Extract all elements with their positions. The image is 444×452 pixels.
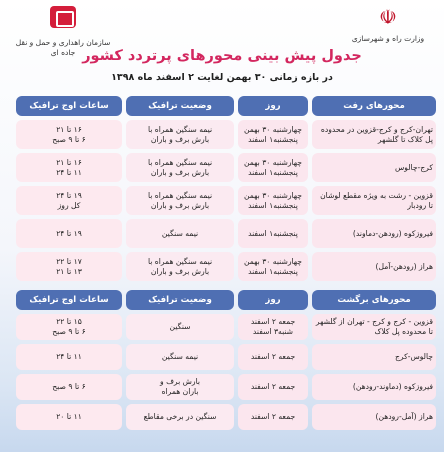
iran-emblem-icon: ☫ [379, 5, 397, 29]
column-header-day: روز [238, 290, 308, 310]
status-cell: نیمه سنگین همراه با بارش برف و باران [126, 153, 234, 182]
day-cell: جمعه ۲ اسفند [238, 374, 308, 400]
status-cell: نیمه سنگین همراه با بارش برف و باران [126, 252, 234, 281]
time-cell: ۱۵ تا ۲۲ ۶ تا ۹ صبح [16, 314, 122, 340]
table-row [8, 153, 436, 182]
ministry-name: وزارت راه و شهرسازی [351, 34, 425, 43]
route-cell: تهران-کرج و کرج-قزوین در محدوده پل کلاک تا گلشهر [312, 120, 436, 149]
day-cell: چهارشنبه ۳۰ بهمن پنجشنبه۱ اسفند [238, 252, 308, 281]
column-header-time: ساعات اوج ترافیک [16, 96, 122, 116]
page-subtitle: در بازه زمانی ۳۰ بهمن لغایت ۲ اسفند ماه ۱۳۹۸ [111, 72, 333, 83]
column-header-status: وضعیت ترافیک [126, 96, 234, 116]
route-cell: کرج-چالوس [312, 153, 436, 182]
column-header-route: محورهای رفت [312, 96, 436, 116]
day-cell: جمعه ۲ اسفند [238, 344, 308, 370]
status-cell: نیمه سنگین همراه با بارش برف و باران [126, 186, 234, 215]
route-cell: فیروزکوه (دماوند-رودهن) [312, 374, 436, 400]
status-cell: نیمه سنگین همراه با بارش برف و باران [126, 120, 234, 149]
page-title: جدول پیش بینی محورهای پرتردد کشور [82, 48, 362, 64]
column-header-time: ساعات اوج ترافیک [16, 290, 122, 310]
outbound-header-row [8, 96, 436, 116]
day-cell: چهارشنبه ۳۰ بهمن پنجشنبه۱ اسفند [238, 120, 308, 149]
day-cell: جمعه ۲ اسفند [238, 404, 308, 430]
route-cell: هراز (رودهن-آمل) [312, 252, 436, 281]
road-sign-icon [50, 6, 76, 28]
time-cell: ۱۹ تا ۲۴ کل روز [16, 186, 122, 215]
time-cell: ۱۹ تا ۲۴ [16, 219, 122, 248]
day-cell: چهارشنبه ۳۰ بهمن پنجشنبه۱ اسفند [238, 153, 308, 182]
ministry-logo [340, 6, 436, 44]
status-cell: بارش برف و باران همراه [126, 374, 234, 400]
time-cell: ۱۶ تا ۲۱ ۶ تا ۹ صبح [16, 120, 122, 149]
time-cell: ۶ تا ۹ صبح [16, 374, 122, 400]
day-cell: جمعه ۲ اسفند شنبه۳ اسفند [238, 314, 308, 340]
day-cell: پنجشنبه۱ اسفند [238, 219, 308, 248]
return-header-row [8, 290, 436, 310]
status-cell: سنگین در برخی مقاطع [126, 404, 234, 430]
table-row [8, 219, 436, 248]
column-header-status: وضعیت ترافیک [126, 290, 234, 310]
table-row [8, 120, 436, 149]
time-cell: ۱۶ تا ۲۱ ۱۱ تا ۲۴ [16, 153, 122, 182]
status-cell: سنگین [126, 314, 234, 340]
route-cell: قزوین - کرج و کرج - تهران از گلشهر تا محدوده پل کلاک [312, 314, 436, 340]
column-header-day: روز [238, 96, 308, 116]
status-cell: نیمه سنگین [126, 344, 234, 370]
time-cell: ۱۱ تا ۲۰ [16, 404, 122, 430]
route-cell: چالوس-کرج [312, 344, 436, 370]
table-row [8, 314, 436, 340]
column-header-route: محورهای برگشت [312, 290, 436, 310]
table-row [8, 344, 436, 370]
route-cell: قزوین - رشت به ویژه مقطع لوشان تا رودبار [312, 186, 436, 215]
time-cell: ۱۱ تا ۲۴ [16, 344, 122, 370]
table-row [8, 186, 436, 215]
return-table [8, 290, 436, 434]
day-cell: چهارشنبه ۳۰ بهمن پنجشنبه۱ اسفند [238, 186, 308, 215]
table-row [8, 374, 436, 400]
outbound-table [8, 96, 436, 285]
route-cell: هراز (آمل-رودهن) [312, 404, 436, 430]
status-cell: نیمه سنگین [126, 219, 234, 248]
time-cell: ۱۷ تا ۲۲ ۱۳ تا ۲۱ [16, 252, 122, 281]
table-row [8, 252, 436, 281]
route-cell: فیروزکوه (رودهن-دماوند) [312, 219, 436, 248]
table-row [8, 404, 436, 430]
organization-name: سازمان راهداری و حمل و نقل جاده ای [15, 38, 111, 57]
